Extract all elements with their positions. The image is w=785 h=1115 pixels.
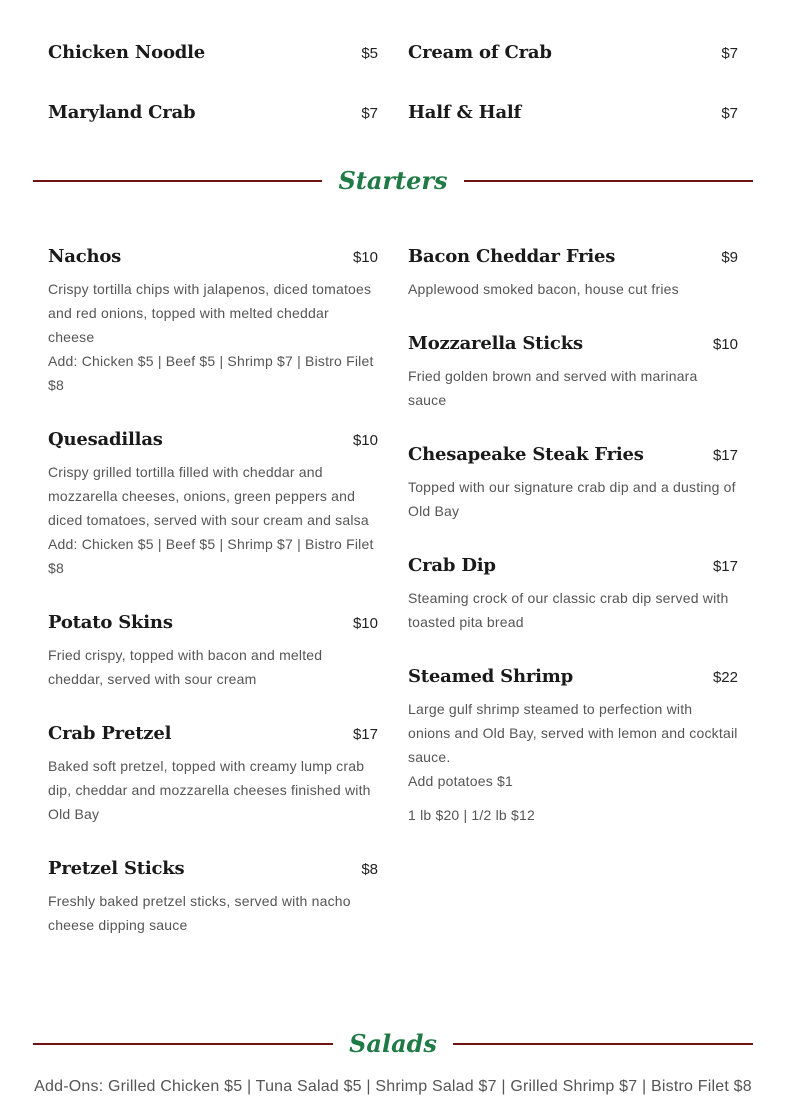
item-name: Quesadillas — [48, 429, 163, 450]
soup-item — [408, 38, 738, 68]
item-price: $7 — [361, 105, 378, 122]
menu-item — [48, 242, 378, 397]
salads-section-header — [33, 1029, 753, 1059]
item-name: Crab Pretzel — [48, 723, 172, 744]
item-description: Freshly baked pretzel sticks, served with nacho cheese dipping sauce — [48, 893, 351, 933]
item-price: $10 — [712, 336, 738, 353]
section-title: Starters — [338, 166, 448, 195]
item-name: Chicken Noodle — [48, 42, 206, 63]
soup-item — [48, 38, 378, 68]
item-price: $7 — [721, 105, 738, 122]
item-name: Pretzel Sticks — [48, 858, 185, 879]
item-price: $8 — [361, 861, 378, 878]
item-description: Fried crispy, topped with bacon and melted cheddar, served with sour cream — [48, 647, 323, 687]
divider-rule — [453, 1043, 753, 1045]
soup-item — [408, 98, 738, 128]
item-name: Maryland Crab — [48, 102, 196, 123]
item-price: $10 — [352, 249, 378, 266]
starters-section-header — [33, 166, 753, 196]
item-price: $7 — [721, 45, 738, 62]
item-name: Chesapeake Steak Fries — [408, 444, 644, 465]
item-name: Potato Skins — [48, 612, 173, 633]
item-sizes: 1 lb $20 | 1/2 lb $12 — [408, 807, 535, 823]
menu-item — [408, 662, 738, 827]
item-price: $10 — [352, 432, 378, 449]
item-description: Crispy grilled tortilla filled with cheddar and mozzarella cheeses, onions, green peppers and diced tomatoes, served with sour cream and salsa — [48, 464, 369, 528]
item-price: $9 — [721, 249, 738, 266]
item-description: Applewood smoked bacon, house cut fries — [408, 281, 679, 297]
menu-item — [48, 608, 378, 691]
item-price: $17 — [712, 558, 738, 575]
item-description: Large gulf shrimp steamed to perfection with onions and Old Bay, served with lemon and cocktail sauce. — [408, 701, 738, 765]
menu-item — [48, 854, 378, 937]
starters-right-column — [408, 242, 738, 855]
item-name: Mozzarella Sticks — [408, 333, 583, 354]
item-name: Nachos — [48, 246, 122, 267]
item-description: Fried golden brown and served with marinara sauce — [408, 368, 698, 408]
section-title: Salads — [349, 1029, 437, 1058]
soup-item — [48, 98, 378, 128]
menu-item — [408, 329, 738, 412]
item-price: $10 — [352, 615, 378, 632]
menu-item — [408, 551, 738, 634]
item-price: $17 — [352, 726, 378, 743]
item-price: $22 — [712, 669, 738, 686]
item-description: Baked soft pretzel, topped with creamy lump crab dip, cheddar and mozzarella cheeses finished with Old Bay — [48, 758, 371, 822]
item-description: Crispy tortilla chips with jalapenos, diced tomatoes and red onions, topped with melted cheddar cheese — [48, 281, 372, 345]
menu-item — [48, 425, 378, 580]
item-name: Half & Half — [408, 102, 522, 123]
item-description: Topped with our signature crab dip and a dusting of Old Bay — [408, 479, 736, 519]
item-addons: Add: Chicken $5 | Beef $5 | Shrimp $7 | Bistro Filet $8 — [48, 353, 374, 393]
item-name: Bacon Cheddar Fries — [408, 246, 616, 267]
salads-addons: Add-Ons: Grilled Chicken $5 | Tuna Salad $5 | Shrimp Salad $7 | Grilled Shrimp $7 | Bistro Filet $8 — [34, 1078, 752, 1095]
menu-item — [48, 719, 378, 826]
divider-rule — [464, 180, 753, 182]
divider-rule — [33, 180, 322, 182]
item-description: Steaming crock of our classic crab dip served with toasted pita bread — [408, 590, 729, 630]
item-price: $5 — [361, 45, 378, 62]
item-addons: Add potatoes $1 — [408, 773, 513, 789]
item-name: Steamed Shrimp — [408, 666, 574, 687]
divider-rule — [33, 1043, 333, 1045]
menu-item — [408, 242, 738, 301]
item-name: Crab Dip — [408, 555, 496, 576]
starters-left-column — [48, 242, 378, 965]
menu-item — [408, 440, 738, 523]
item-addons: Add: Chicken $5 | Beef $5 | Shrimp $7 | Bistro Filet $8 — [48, 536, 374, 576]
item-price: $17 — [712, 447, 738, 464]
item-name: Cream of Crab — [408, 42, 552, 63]
soups-list — [48, 38, 738, 128]
